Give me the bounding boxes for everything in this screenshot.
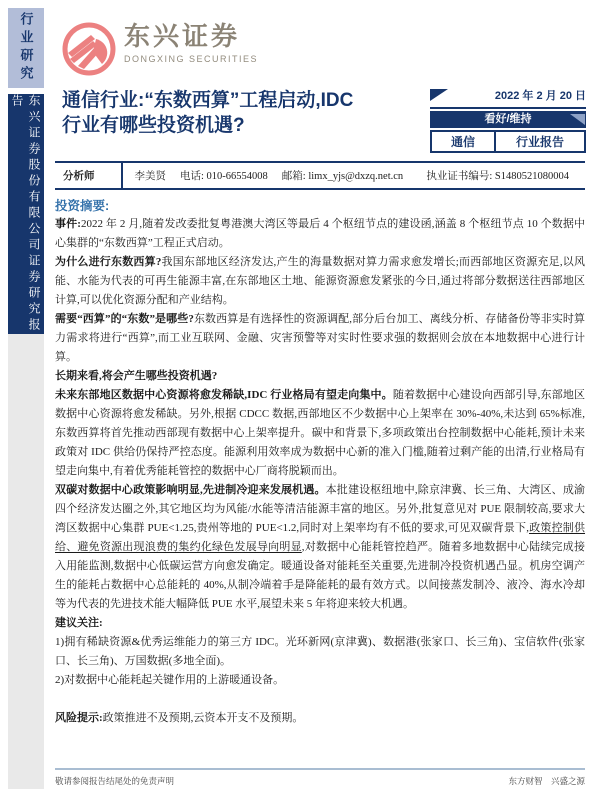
paragraph-segment: 本批建设枢纽地中,除京津冀、长三角、大湾区、成渝四个经济发达圈之外,其它地区均为风能/水能等清洁能源丰富的地区。另外,批复意见对 PUE 限制较高,要求大湾区数据中心集群 PUE<1.25,贵州等地的 PUE<1.2,同时对上架率均有不低的要求,可见双碳背景下, — [55, 484, 585, 534]
report-info-box — [430, 88, 586, 153]
paragraph — [55, 671, 585, 690]
cert-value: S1480521080004 — [494, 171, 569, 182]
paragraph-segment: 未来东部地区数据中心资源将愈发稀缺,IDC 行业格局有望走向集中。 — [55, 389, 393, 401]
footer-slogan: 东方财智 兴盛之源 — [508, 776, 585, 786]
summary-paragraphs — [55, 215, 585, 728]
paragraph-segment: 我国东部地区经济发达,产生的海量数据对算力需求愈发增长;而西部地区资源充足,以风能、水能为代表的可再生能源丰富,在东部地区土地、能源资源愈发紧张的今日,通过将部分数据送往西部地区计算,可以优化资源分配和产业结构。 — [55, 256, 585, 306]
paragraph-segment: 双碳对数据中心政策影响明显,先进制冷迎来发展机遇。 — [55, 484, 326, 496]
paragraph-segment: 为什么进行东数西算? — [55, 256, 162, 268]
brand-logo — [62, 22, 258, 81]
paragraph — [55, 709, 585, 728]
paragraph — [55, 386, 585, 481]
phone-value: 010-66554008 — [206, 171, 268, 182]
email-value: limx_yjs@dxzq.net.cn — [308, 171, 404, 182]
analyst-label: 分析师 — [63, 171, 95, 182]
category-row — [430, 130, 586, 153]
report-title-line1: 通信行业:“东数西算”工程启动,IDC — [62, 90, 354, 111]
sidebar-company-banner — [8, 94, 44, 334]
paragraph-segment: 1)拥有稀缺资源&优秀运维能力的第三方 IDC。光环新网(京津冀)、数据港(张家口、长三角)、宝信软件(张家口、长三角)、万国数据(多地全面)。 — [55, 636, 585, 667]
email-label: 邮箱: — [281, 171, 306, 182]
corner-triangle-icon — [430, 89, 448, 101]
rating-text: 看好/维持 — [484, 113, 532, 125]
paragraph — [55, 253, 585, 310]
footer-disclaimer: 敬请参阅报告结尾处的免责声明 — [55, 776, 175, 786]
paragraph-segment: 政策控制供给、避免资源出现浪费的集约化绿色发展导向明显 — [55, 522, 586, 553]
analyst-divider — [121, 163, 123, 188]
brand-name-en: DONGXING SECURITIES — [124, 53, 259, 64]
sidebar-spacer — [8, 334, 44, 789]
paragraph-segment: 东数西算是有选择性的资源调配,部分后台加工、离线分析、存储备份等非实时算力需求将进行“西算”,而工业互联网、金融、灾害预警等对实时性要求强的数据则会放在本地数据中心进行计算。 — [55, 313, 586, 363]
paragraph-segment: 2)对数据中心能耗起关键作用的上游暖通设备。 — [55, 674, 285, 686]
brand-name-cn: 东兴证券 — [124, 21, 241, 51]
rating-triangle-icon — [570, 114, 585, 125]
report-title — [62, 88, 440, 138]
page-footer — [55, 768, 585, 787]
paragraph — [55, 633, 585, 671]
analyst-name: 李美贤 — [134, 171, 166, 182]
analyst-cert — [426, 168, 569, 183]
paragraph-segment: 2022 年 2 月,随着发改委批复粤港澳大湾区等最后 4 个枢纽节点的建设函,涵盖 8 个枢纽节点 10 个数据中心集群的“东数西算”工程正式启动。 — [55, 218, 585, 249]
sidebar-industry-label: 行业研究 — [18, 12, 34, 84]
report-type-tag: 行业报告 — [515, 135, 564, 149]
analyst-bar — [55, 161, 585, 190]
paragraph — [55, 614, 585, 633]
paragraph-segment: 政策推进不及预期,云资本开支不及预期。 — [102, 712, 304, 724]
industry-tag: 通信 — [432, 132, 496, 151]
paragraph — [55, 310, 585, 367]
sidebar-industry-research-banner — [8, 8, 44, 88]
paragraph-segment: 建议关注: — [55, 617, 103, 629]
paragraph-segment: 事件: — [55, 218, 81, 230]
rating-badge — [430, 111, 586, 128]
paragraph-segment: 长期来看,将会产生哪些投资机遇? — [55, 370, 218, 382]
paragraph-segment: ,对数据中心能耗管控趋严。随着多地数据中心陆续完成接入用能监测,数据中心低碳运营方向愈发确定。暖通设备对能耗至关重要,先进制冷投资机遇凸显。机房空调产生的能耗占数据中心总能耗的 40%,从制冷端着手是降能耗的最有效方式。以间接蒸发制冷、液冷、海水冷却等为代表的先进技术能大幅降低 PUE 水平,展望未来 5 年将迎来较大机遇。 — [55, 541, 585, 610]
brand-logo-text — [124, 22, 258, 64]
analyst-phone — [180, 168, 268, 183]
report-date: 2022 年 2 月 20 日 — [494, 90, 586, 102]
sidebar-company-label: 东兴证券股份有限公司证券研究报告 — [10, 94, 41, 334]
paragraph — [55, 215, 585, 253]
paragraph-segment: 随着数据中心建设向西部引导,东部地区数据中心资源将愈发稀缺。另外,根据 CDCC 数据,西部地区不少数据中心上架率在 30%-40%,未达到 65%标准,东数西算将首先推动西部现有数据中心上架率提升。碳中和背景下,多项政策出台控制数据中心能耗,预计未来政策对 IDC 供给仍保持严控态度。能源利用效率成为数据中心新的准入门槛,随着过剩产能的出清,行业格局有望走向集中,有着优秀能耗管控的数据中心厂商将脱颖而出。 — [55, 389, 586, 477]
phone-label: 电话: — [180, 171, 204, 182]
dongxing-logo-icon — [62, 22, 116, 81]
report-date-row — [430, 88, 586, 109]
summary-heading: 投资摘要: — [55, 199, 110, 213]
analyst-email — [282, 168, 403, 183]
paragraph-segment: 风险提示: — [55, 712, 103, 724]
paragraph — [55, 481, 585, 614]
cert-label: 执业证书编号: — [426, 171, 493, 182]
paragraph — [55, 367, 585, 386]
report-title-line2: 行业有哪些投资机遇? — [62, 115, 245, 136]
paragraph-segment: 需要“西算”的“东数”是哪些? — [55, 313, 194, 325]
